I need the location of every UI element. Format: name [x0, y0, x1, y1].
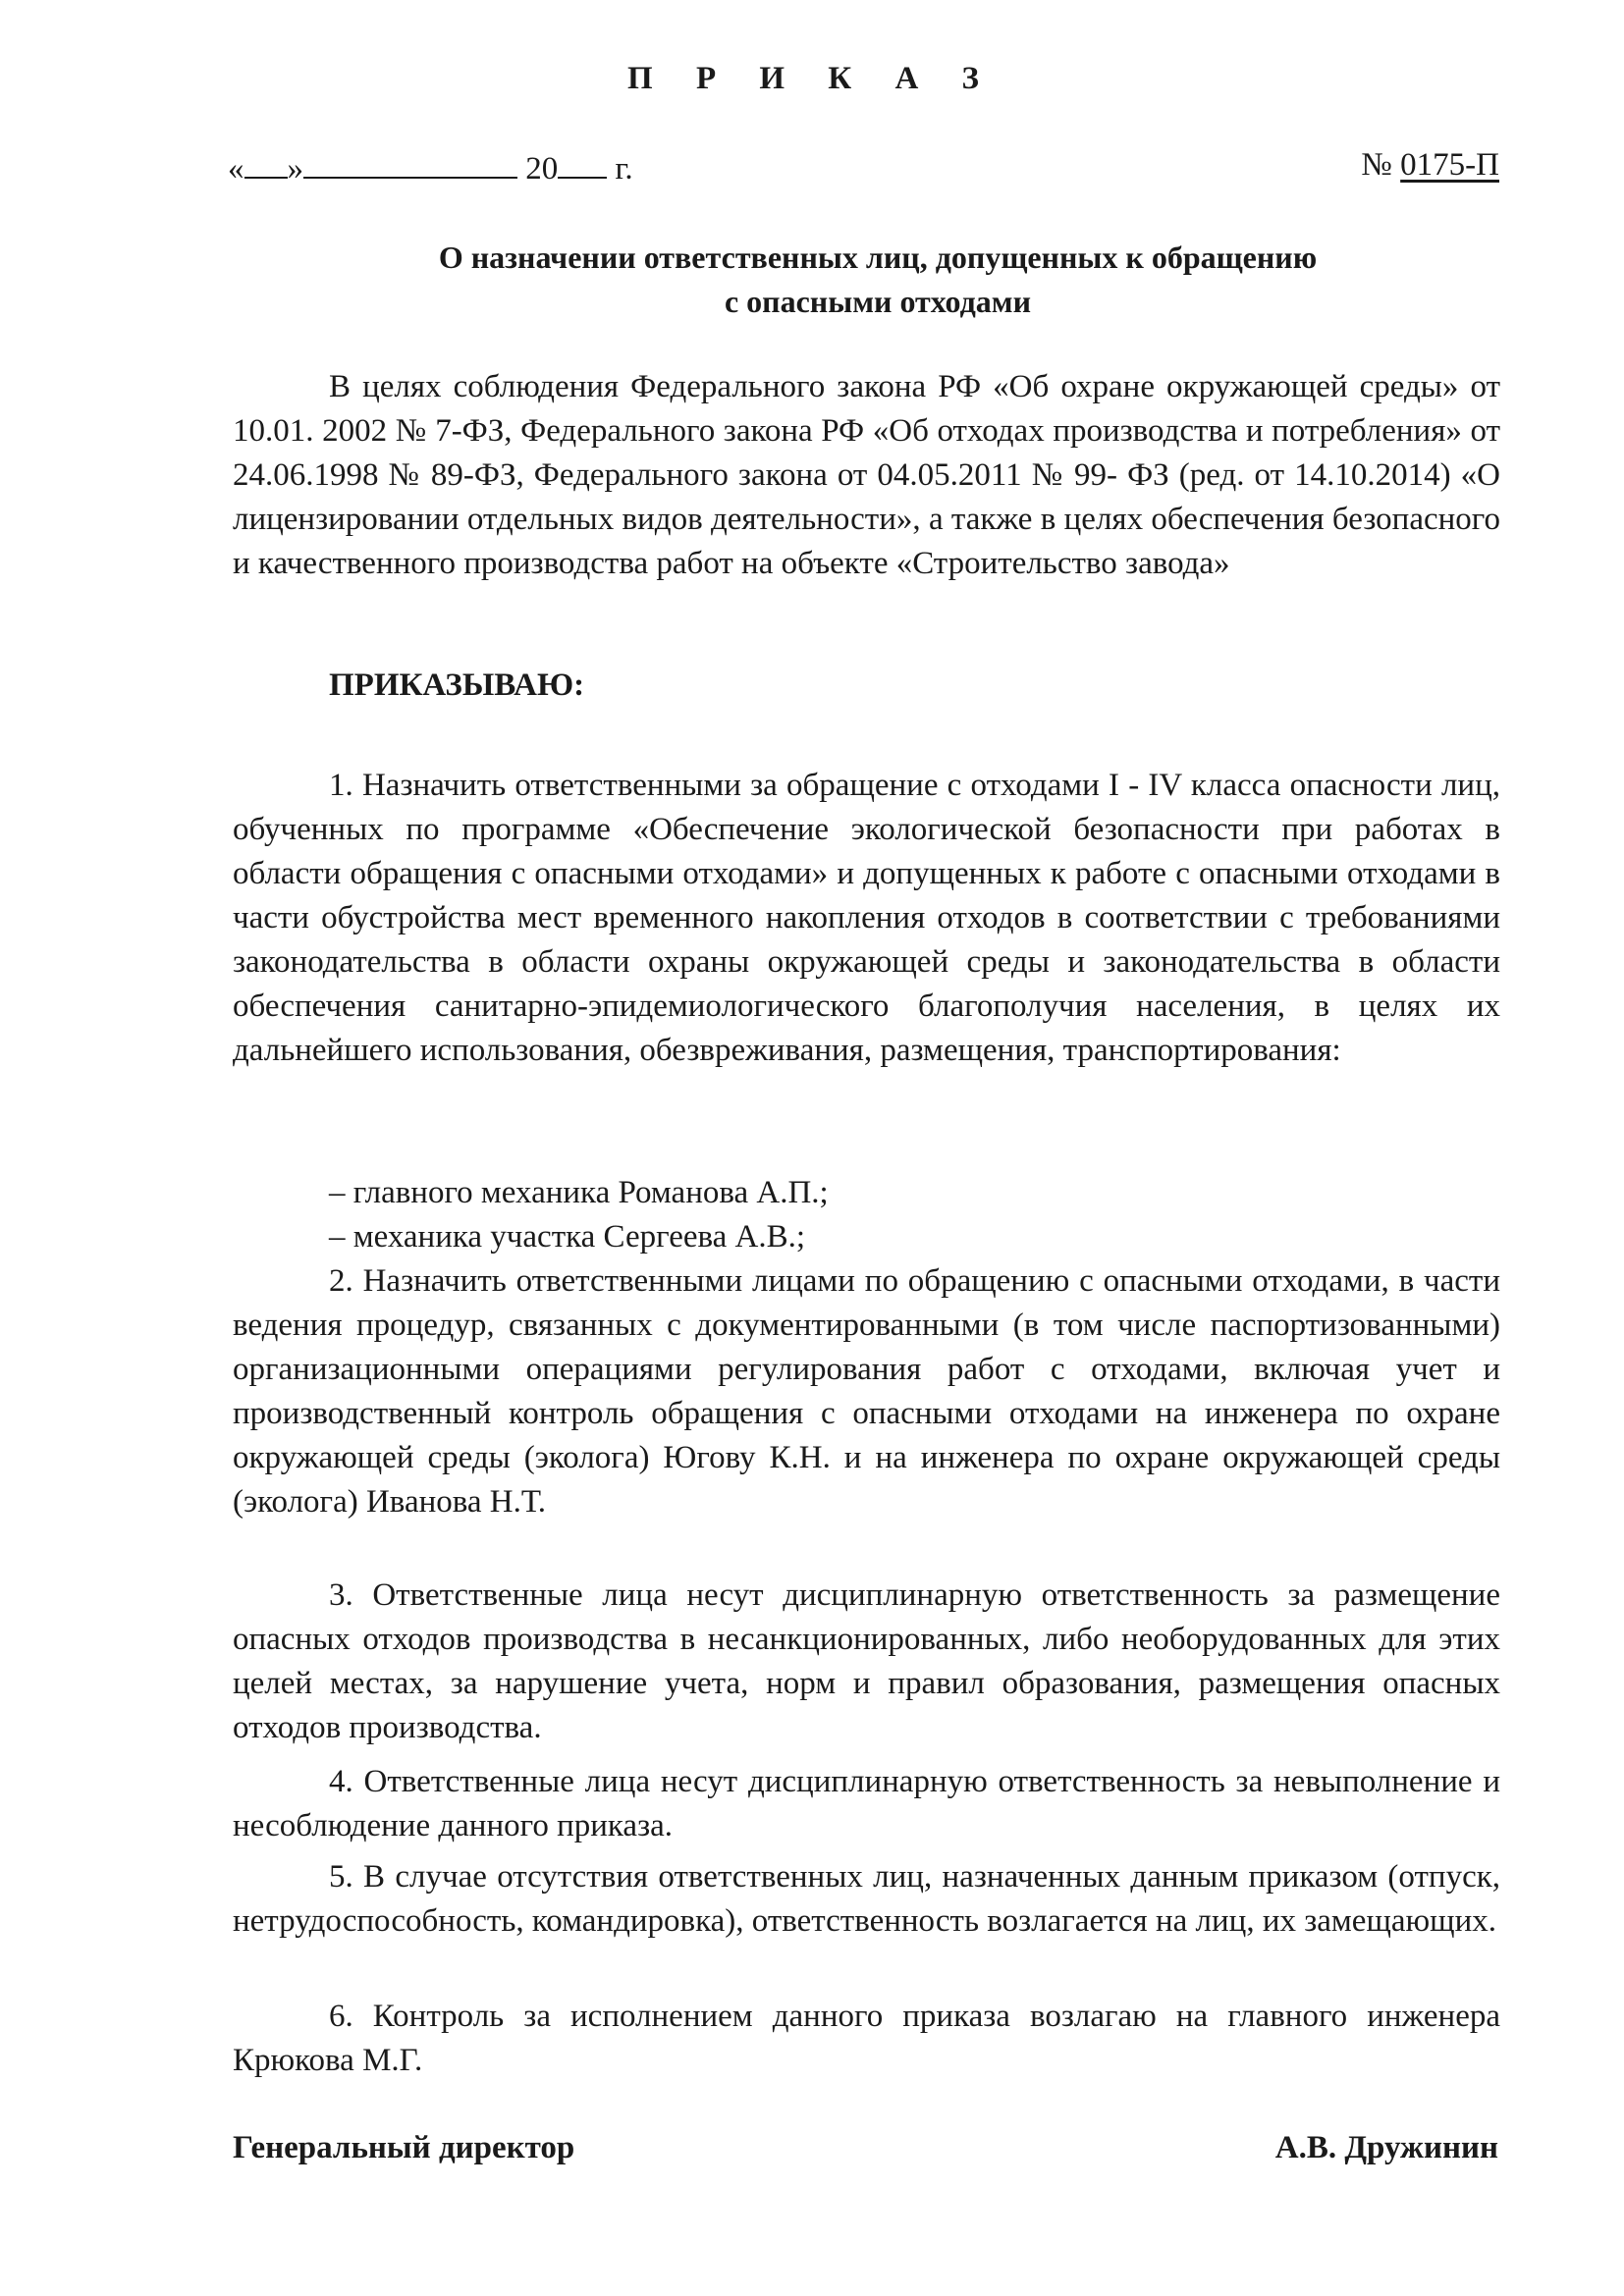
date-day-blank: [244, 147, 288, 179]
order-number: [1361, 147, 1499, 184]
preamble-paragraph: В целях соблюдения Федерального закона РФ «Об охране окружающей среды» от 10.01. 2002 № 7-ФЗ, Федерального закона РФ «Об отходах производства и потребления» от 24.06.1998 № 89-ФЗ, Федерального закона от 04.05.2011 № 99- ФЗ (ред. от 14.10.2014) «О лицензировании отдельных видов деятельности», а также в целях обеспечения безопасного и качественного производства работ на объекте «Строительство завода»: [233, 369, 1500, 581]
responsible-person-1: – главного механика Романова А.П.;: [329, 1175, 829, 1210]
responsible-person-2: – механика участка Сергеева А.В.;: [329, 1219, 806, 1255]
order-item-2: 2. Назначить ответственными лицами по обращению с опасными отходами, в части ведения процедур, связанных с документированными (в том числе паспортизованными) организационными операциями регулирования работ с отходами, включая учет и производственный контроль обращения с опасными отходами на инженера по охране окружающей среды (эколога) Югову К.Н. и на инженера по охране окружающей среды (эколога) Иванова Н.Т.: [233, 1263, 1500, 1520]
order-item-3: 3. Ответственные лица несут дисциплинарную ответственность за размещение опасных отходов производства в несанкционированных, либо необорудованных для этих целей местах, за нарушение учета, норм и правил образования, размещения опасных отходов производства.: [233, 1577, 1500, 1745]
date-open-quote: «: [228, 151, 244, 187]
order-number-value: 0175-П: [1400, 147, 1499, 183]
date-year-prefix: 20: [525, 151, 559, 187]
order-item-4: 4. Ответственные лица несут дисциплинарную ответственность за невыполнение и несоблюдение данного приказа.: [233, 1764, 1500, 1843]
order-number-prefix: №: [1361, 147, 1392, 183]
order-word: ПРИКАЗЫВАЮ:: [329, 667, 585, 703]
date-month-blank: [303, 147, 517, 179]
date-year-suffix: г.: [615, 151, 633, 187]
order-item-1: 1. Назначить ответственными за обращение с отходами I - IV класса опасности лиц, обученных по программе «Обеспечение экологической безопасности при работах в области обращения с опасными отходами» и допущенных к работе с опасными отходами в части обустройства мест временного накопления отходов в соответствии с требованиями законодательства в области охраны окружающей среды и законодательства в области обеспечения санитарно-эпидемиологического благополучия населения, в целях их дальнейшего использования, обезвреживания, размещения, транспортирования:: [233, 768, 1500, 1068]
signatory-position: Генеральный директор: [233, 2130, 575, 2165]
order-item-6: 6. Контроль за исполнением данного приказа возлагаю на главного инженера Крюкова М.Г.: [233, 1999, 1500, 2078]
order-item-5: 5. В случае отсутствия ответственных лиц, назначенных данным приказом (отпуск, нетрудоспособность, командировка), ответственность возлагается на лиц, их замещающих.: [233, 1859, 1500, 1939]
date-close-quote: »: [287, 151, 303, 187]
document-subject: [0, 236, 1624, 324]
order-date-line: [228, 147, 633, 187]
signatory-name: А.В. Дружинин: [1274, 2130, 1498, 2165]
subject-line-2: с опасными отходами: [724, 284, 1032, 319]
subject-line-1: О назначении ответственных лиц, допущенных к обращению: [438, 240, 1318, 275]
date-year-blank: [558, 147, 607, 179]
document-title: П Р И К А З: [627, 61, 997, 96]
